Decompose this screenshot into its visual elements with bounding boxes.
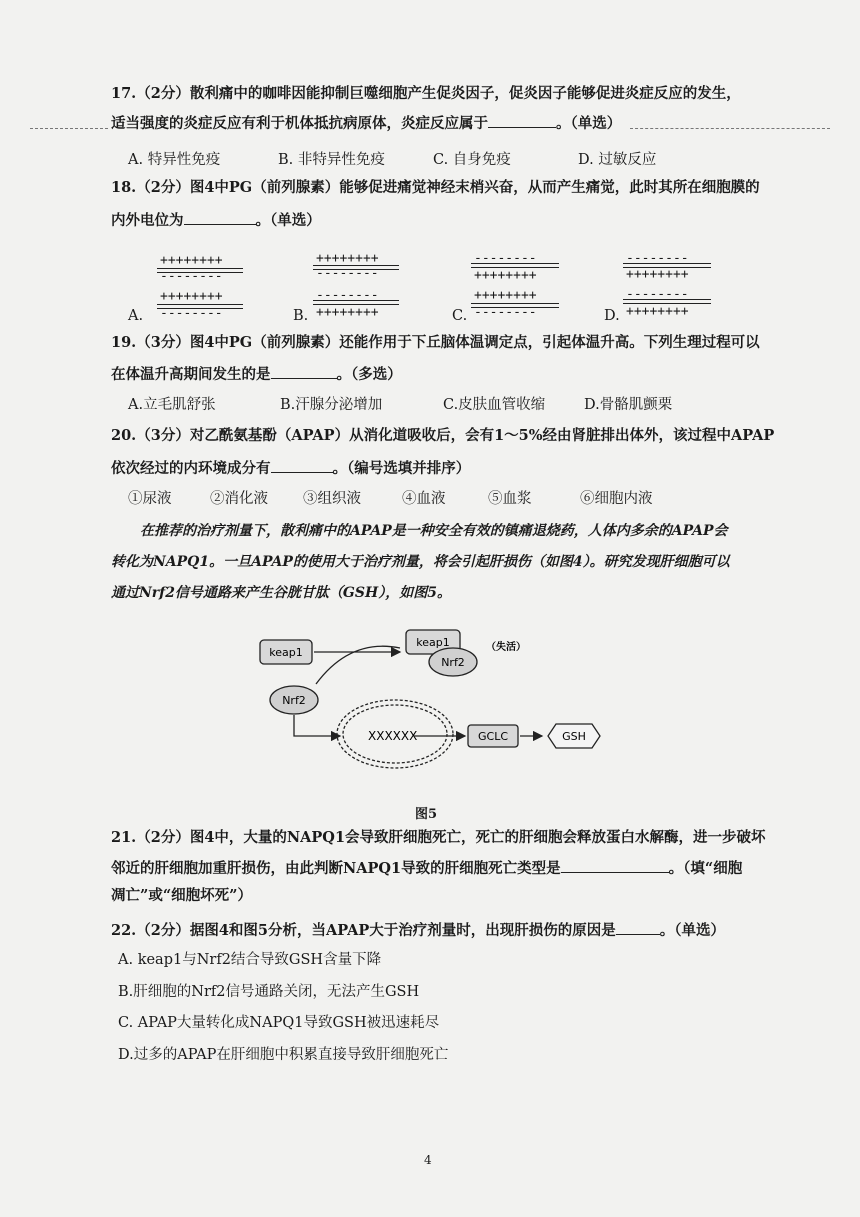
figure5-diagram: [250, 618, 620, 798]
q19-stem-text: 在体温升高期间发生的是: [111, 366, 271, 383]
page-number: 4: [424, 1153, 432, 1167]
dna-label: XXXXXX: [368, 729, 418, 743]
q18-b-top-inner: --------: [316, 266, 379, 281]
q17-stem-tail: 。（单选）: [556, 115, 622, 132]
q18-c-bottom-outer: --------: [474, 305, 537, 320]
q19-option-d[interactable]: D.骨骼肌颤栗: [584, 397, 673, 413]
q22-option-a[interactable]: A. keap1与Nrf2结合导致GSH含量下降: [118, 952, 382, 968]
q17-answer-blank[interactable]: [488, 113, 556, 128]
q19-stem-tail: 。（多选）: [336, 366, 402, 383]
q20-option-4[interactable]: ④血液: [402, 491, 446, 507]
q17-stem-line2: [111, 113, 621, 133]
q20-option-3[interactable]: ③组织液: [303, 491, 361, 507]
q18-stem-tail: 。（单选）: [255, 212, 321, 229]
q18-a-top-inner: --------: [160, 269, 223, 284]
q20-option-2[interactable]: ②消化液: [210, 491, 268, 507]
nrf2-bound-label: Nrf2: [441, 656, 465, 669]
passage-line1: 在推荐的治疗剂量下，散利痛中的APAP是一种安全有效的镇痛退烧药，人体内多余的APAP会: [140, 523, 728, 539]
q18-stem-text: 内外电位为: [111, 212, 184, 229]
q20-option-5[interactable]: ⑤血浆: [488, 491, 532, 507]
q18-d-top-outer: --------: [626, 251, 689, 266]
fold-line-left: [30, 128, 108, 129]
q17-stem-text: 适当强度的炎症反应有利于机体抵抗病原体，炎症反应属于: [111, 115, 488, 132]
q22-option-c[interactable]: C. APAP大量转化成NAPQ1导致GSH被迅速耗尽: [118, 1015, 440, 1031]
q18-option-a-label[interactable]: A.: [128, 308, 144, 324]
q18-c-bottom-inner: ++++++++: [474, 288, 537, 303]
q18-answer-blank[interactable]: [184, 210, 256, 225]
q18-a-bottom-outer: --------: [160, 306, 223, 321]
fold-line-right: [630, 128, 830, 129]
q21-stem-line2: [111, 858, 742, 878]
q22-stem-line1: [111, 920, 725, 940]
nrf2-free-label: Nrf2: [282, 694, 306, 707]
q21-stem-line1: 21.（2分）图4中，大量的NAPQ1会导致肝细胞死亡，死亡的肝细胞会释放蛋白水解酶，进一步破坏: [111, 829, 766, 846]
q19-option-c[interactable]: C.皮肤血管收缩: [443, 397, 546, 413]
q21-stem-tail: 。（填“细胞: [668, 860, 743, 877]
q19-stem-line2: [111, 364, 402, 384]
q18-stem-line2: [111, 210, 321, 230]
q18-option-d-label[interactable]: D.: [604, 308, 620, 324]
q18-c-top-inner: ++++++++: [474, 268, 537, 283]
q18-b-bottom-inner: --------: [316, 288, 379, 303]
q20-option-6[interactable]: ⑥细胞内液: [580, 491, 653, 507]
q18-option-b-label[interactable]: B.: [293, 308, 309, 324]
q18-c-top-outer: --------: [474, 251, 537, 266]
q21-stem-line3: 凋亡”或“细胞坏死”）: [111, 887, 253, 904]
q21-answer-blank[interactable]: [561, 858, 669, 873]
q19-stem-line1: 19.（3分）图4中PG（前列腺素）还能作用于下丘脑体温调定点，引起体温升高。下列生理过程可以: [111, 334, 760, 351]
q22-stem-text: 22.（2分）据图4和图5分析，当APAP大于治疗剂量时，出现肝损伤的原因是: [111, 922, 616, 939]
keap1-left-label: keap1: [269, 646, 303, 659]
q18-option-c-label[interactable]: C.: [452, 308, 468, 324]
q18-a-bottom-inner: ++++++++: [160, 289, 223, 304]
q18-d-bottom-outer: ++++++++: [626, 304, 689, 319]
q22-option-b[interactable]: B.肝细胞的Nrf2信号通路关闭，无法产生GSH: [118, 984, 420, 1000]
passage-line3: 通过Nrf2信号通路来产生谷胱甘肽（GSH），如图5。: [111, 585, 451, 601]
q17-stem-line1: 17.（2分）散利痛中的咖啡因能抑制巨噬细胞产生促炎因子，促炎因子能够促进炎症反应的发生，: [111, 85, 741, 102]
q22-stem-tail: 。（单选）: [659, 922, 725, 939]
q21-stem-text: 邻近的肝细胞加重肝损伤，由此判断NAPQ1导致的肝细胞死亡类型是: [111, 860, 561, 877]
q18-d-top-inner: ++++++++: [626, 267, 689, 282]
q20-stem-line2: [111, 458, 470, 478]
q17-option-c[interactable]: C. 自身免疫: [433, 152, 511, 168]
q20-stem-line1: 20.（3分）对乙酰氨基酚（APAP）从消化道吸收后，会有1～5%经由肾脏排出体外，该过程中APAP: [111, 427, 775, 444]
gclc-label: GCLC: [477, 730, 509, 743]
q18-a-top-outer: ++++++++: [160, 253, 223, 268]
q19-option-b[interactable]: B.汗腺分泌增加: [280, 397, 383, 413]
q18-b-bottom-outer: ++++++++: [316, 305, 379, 320]
q18-b-top-outer: ++++++++: [316, 251, 379, 266]
q18-d-bottom-inner: --------: [626, 287, 689, 302]
q17-option-d[interactable]: D. 过敏反应: [578, 152, 657, 168]
passage-line2: 转化为NAPQ1。一旦APAP的使用大于治疗剂量，将会引起肝损伤（如图4）。研究发现肝细胞可以: [111, 554, 730, 570]
keap1-bound-label: keap1: [416, 636, 450, 649]
q20-stem-text: 依次经过的内环境成分有: [111, 460, 271, 477]
q22-answer-blank[interactable]: [616, 920, 660, 935]
q20-answer-blank[interactable]: [271, 458, 333, 473]
q22-option-d[interactable]: D.过多的APAP在肝细胞中积累直接导致肝细胞死亡: [118, 1047, 449, 1063]
inactive-label: （失活）: [486, 642, 526, 653]
figure5-caption: 图5: [415, 807, 438, 822]
q20-option-1[interactable]: ①尿液: [128, 491, 172, 507]
q17-option-a[interactable]: A. 特异性免疫: [128, 152, 221, 168]
q19-answer-blank[interactable]: [271, 364, 337, 379]
q19-option-a[interactable]: A.立毛肌舒张: [128, 397, 216, 413]
q18-stem-line1: 18.（2分）图4中PG（前列腺素）能够促进痛觉神经末梢兴奋，从而产生痛觉，此时其所在细胞膜的: [111, 179, 760, 196]
q20-stem-tail: 。（编号选填并排序）: [332, 460, 471, 477]
gsh-label: GSH: [562, 730, 586, 743]
q17-option-b[interactable]: B. 非特异性免疫: [278, 152, 385, 168]
